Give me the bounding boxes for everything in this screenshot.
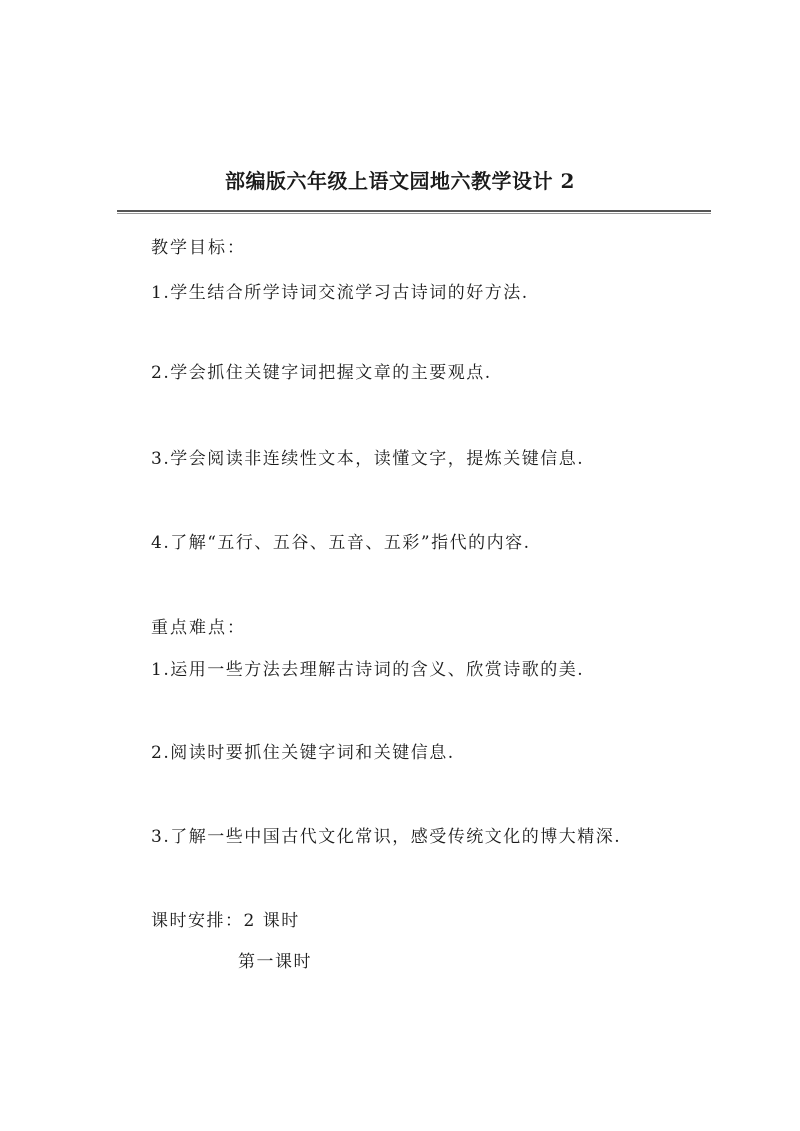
- key-points-heading: 重点难点：: [151, 618, 246, 638]
- objectives-heading: 教学目标：: [151, 238, 246, 258]
- document-title: 部编版六年级上语文园地六教学设计 2: [225, 169, 575, 193]
- objective-item: 1.学生结合所学诗词交流学习古诗词的好方法.: [151, 283, 529, 303]
- key-point-item: 3.了解一些中国古代文化常识，感受传统文化的博大精深.: [151, 827, 622, 847]
- key-point-item: 1.运用一些方法去理解古诗词的含义、欣赏诗歌的美.: [151, 660, 585, 680]
- title-divider: [117, 210, 711, 214]
- schedule-text: 课时安排：2 课时: [151, 911, 300, 931]
- lesson-heading: 第一课时: [238, 952, 312, 972]
- objective-item: 3.学会阅读非连续性文本，读懂文字，提炼关键信息.: [151, 449, 585, 469]
- objective-item: 4.了解“五行、五谷、五音、五彩”指代的内容.: [151, 533, 531, 553]
- key-point-item: 2.阅读时要抓住关键字词和关键信息.: [151, 743, 455, 763]
- objective-item: 2.学会抓住关键字词把握文章的主要观点.: [151, 363, 492, 383]
